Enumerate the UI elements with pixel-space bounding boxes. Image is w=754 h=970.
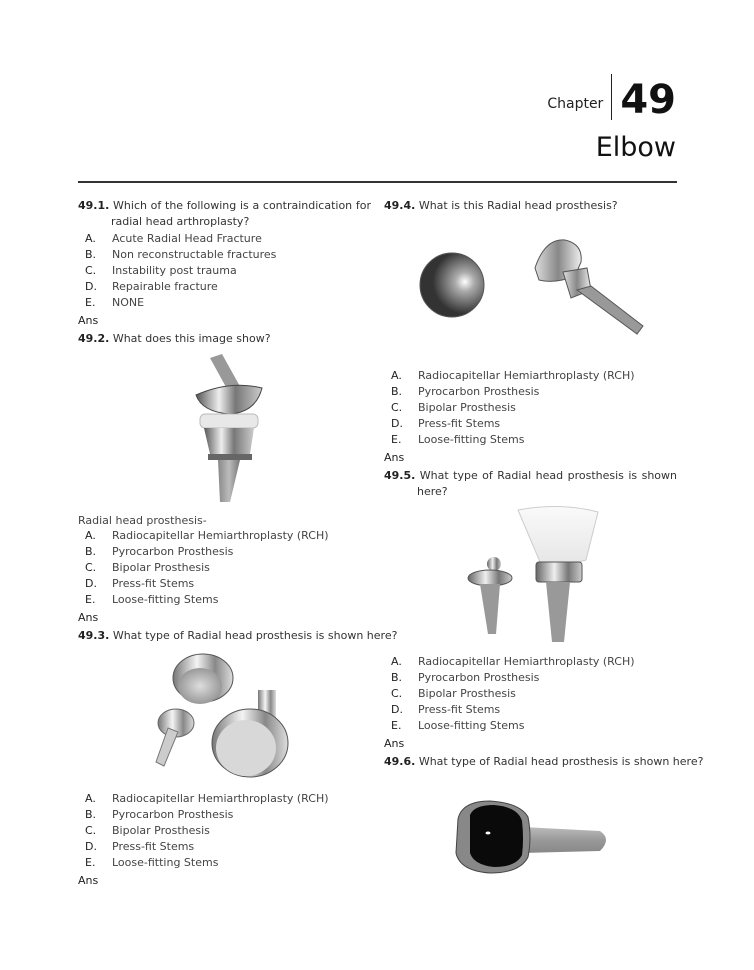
option-text: Radiocapitellar Hemiarthroplasty (RCH)	[112, 529, 329, 542]
question-number: 49.6.	[384, 755, 416, 768]
option-a[interactable]	[384, 368, 635, 384]
answer-label: Ans	[78, 314, 99, 327]
chapter-header	[547, 74, 676, 123]
answer-label: Ans	[78, 611, 99, 624]
option-text: Bipolar Prosthesis	[112, 824, 210, 838]
answer-prefix: Radial head prosthesis-	[78, 514, 207, 527]
option-text: Radiocapitellar Hemiarthroplasty (RCH)	[418, 655, 635, 668]
question-text-cont: radial head arthroplasty?	[111, 215, 250, 228]
options-49-1	[78, 231, 276, 311]
option-text: Loose-fitting Stems	[418, 719, 525, 733]
option-label: D.	[391, 703, 403, 717]
option-text: Pyrocarbon Prosthesis	[418, 385, 540, 399]
option-b[interactable]	[78, 807, 329, 823]
chapter-label: Chapter	[547, 96, 604, 112]
options-49-2	[78, 528, 329, 608]
option-d[interactable]	[78, 279, 276, 295]
answer-label: Ans	[384, 451, 405, 464]
option-a[interactable]	[78, 528, 329, 544]
option-label: D.	[85, 577, 97, 591]
option-label: A.	[391, 369, 402, 382]
option-text: Loose-fitting Stems	[418, 433, 525, 447]
option-e[interactable]	[78, 592, 329, 608]
question-text: What type of Radial head prosthesis is shown	[419, 469, 677, 482]
option-text: Press-fit Stems	[112, 577, 195, 591]
option-label: B.	[85, 808, 97, 822]
option-label: C.	[85, 264, 97, 278]
question-number: 49.2.	[78, 332, 110, 345]
question-49-4	[384, 198, 618, 214]
option-label: E.	[391, 719, 402, 733]
options-49-3	[78, 791, 329, 871]
option-b[interactable]	[78, 544, 329, 560]
option-text: Pyrocarbon Prosthesis	[112, 808, 234, 822]
header-rule	[78, 181, 677, 183]
option-d[interactable]	[78, 839, 329, 855]
option-c[interactable]	[78, 560, 329, 576]
option-e[interactable]	[384, 718, 635, 734]
answer-label: Ans	[78, 874, 99, 887]
option-label: C.	[391, 687, 403, 701]
option-text: Loose-fitting Stems	[112, 593, 219, 607]
question-49-3	[78, 628, 397, 644]
option-label: E.	[391, 433, 402, 447]
option-text: Radiocapitellar Hemiarthroplasty (RCH)	[418, 369, 635, 382]
question-text: What type of Radial head prosthesis is shown here?	[418, 755, 704, 768]
question-text: What is this Radial head prosthesis?	[418, 199, 618, 212]
option-e[interactable]	[78, 295, 276, 311]
option-label: A.	[391, 655, 402, 668]
chapter-title: Elbow	[595, 132, 676, 163]
question-49-6	[384, 754, 703, 770]
question-number: 49.1.	[78, 199, 110, 212]
option-label: E.	[85, 296, 96, 310]
option-text: Bipolar Prosthesis	[112, 561, 210, 575]
option-text: Press-fit Stems	[418, 417, 501, 431]
option-c[interactable]	[384, 400, 635, 416]
answer-label: Ans	[384, 737, 405, 750]
option-label: B.	[391, 385, 403, 399]
option-label: D.	[85, 280, 97, 294]
option-label: A.	[85, 232, 96, 245]
option-b[interactable]	[78, 247, 276, 263]
option-label: C.	[85, 824, 97, 838]
option-text: Press-fit Stems	[418, 703, 501, 717]
option-text: Loose-fitting Stems	[112, 856, 219, 870]
options-49-4	[384, 368, 635, 448]
question-text-cont: here?	[417, 485, 448, 498]
question-text: Which of the following is a contraindication for	[113, 199, 371, 212]
option-label: B.	[85, 545, 97, 559]
question-text: What does this image show?	[112, 332, 271, 345]
option-label: B.	[391, 671, 403, 685]
option-text: Instability post trauma	[112, 264, 237, 278]
option-label: E.	[85, 593, 96, 607]
question-49-1	[78, 198, 371, 230]
radial-head-cap-and-stem-image	[415, 228, 655, 343]
option-label: A.	[85, 529, 96, 542]
option-b[interactable]	[384, 670, 635, 686]
modular-radial-head-prosthesis-image	[148, 648, 293, 783]
option-text: Radiocapitellar Hemiarthroplasty (RCH)	[112, 792, 329, 805]
option-text: Repairable fracture	[112, 280, 218, 294]
option-c[interactable]	[384, 686, 635, 702]
option-label: D.	[85, 840, 97, 854]
option-a[interactable]	[384, 654, 635, 670]
option-text: Acute Radial Head Fracture	[112, 232, 262, 245]
option-c[interactable]	[78, 823, 329, 839]
option-text: Bipolar Prosthesis	[418, 687, 516, 701]
option-label: E.	[85, 856, 96, 870]
option-d[interactable]	[384, 416, 635, 432]
option-text: NONE	[112, 296, 145, 310]
option-text: Pyrocarbon Prosthesis	[112, 545, 234, 559]
bipolar-radial-head-prosthesis-image	[190, 350, 270, 510]
question-49-5	[384, 468, 677, 500]
radiocapitellar-prosthesis-image	[460, 502, 605, 647]
question-number: 49.4.	[384, 199, 416, 212]
option-text: Press-fit Stems	[112, 840, 195, 854]
option-d[interactable]	[78, 576, 329, 592]
option-label: B.	[85, 248, 97, 262]
option-text: Non reconstructable fractures	[112, 248, 277, 262]
option-label: C.	[85, 561, 97, 575]
option-label: A.	[85, 792, 96, 805]
option-text: Bipolar Prosthesis	[418, 401, 516, 415]
option-label: D.	[391, 417, 403, 431]
option-a[interactable]	[78, 791, 329, 807]
option-d[interactable]	[384, 702, 635, 718]
chapter-number: 49	[620, 77, 676, 123]
option-b[interactable]	[384, 384, 635, 400]
option-e[interactable]	[384, 432, 635, 448]
question-49-2	[78, 331, 271, 347]
option-a[interactable]	[78, 231, 276, 247]
option-c[interactable]	[78, 263, 276, 279]
pyrocarbon-radial-head-image	[450, 795, 615, 880]
option-e[interactable]	[78, 855, 329, 871]
question-number: 49.3.	[78, 629, 110, 642]
question-number: 49.5.	[384, 469, 416, 482]
option-text: Pyrocarbon Prosthesis	[418, 671, 540, 685]
chapter-divider	[611, 74, 612, 120]
options-49-5	[384, 654, 635, 734]
option-label: C.	[391, 401, 403, 415]
question-text: What type of Radial head prosthesis is shown here?	[112, 629, 398, 642]
